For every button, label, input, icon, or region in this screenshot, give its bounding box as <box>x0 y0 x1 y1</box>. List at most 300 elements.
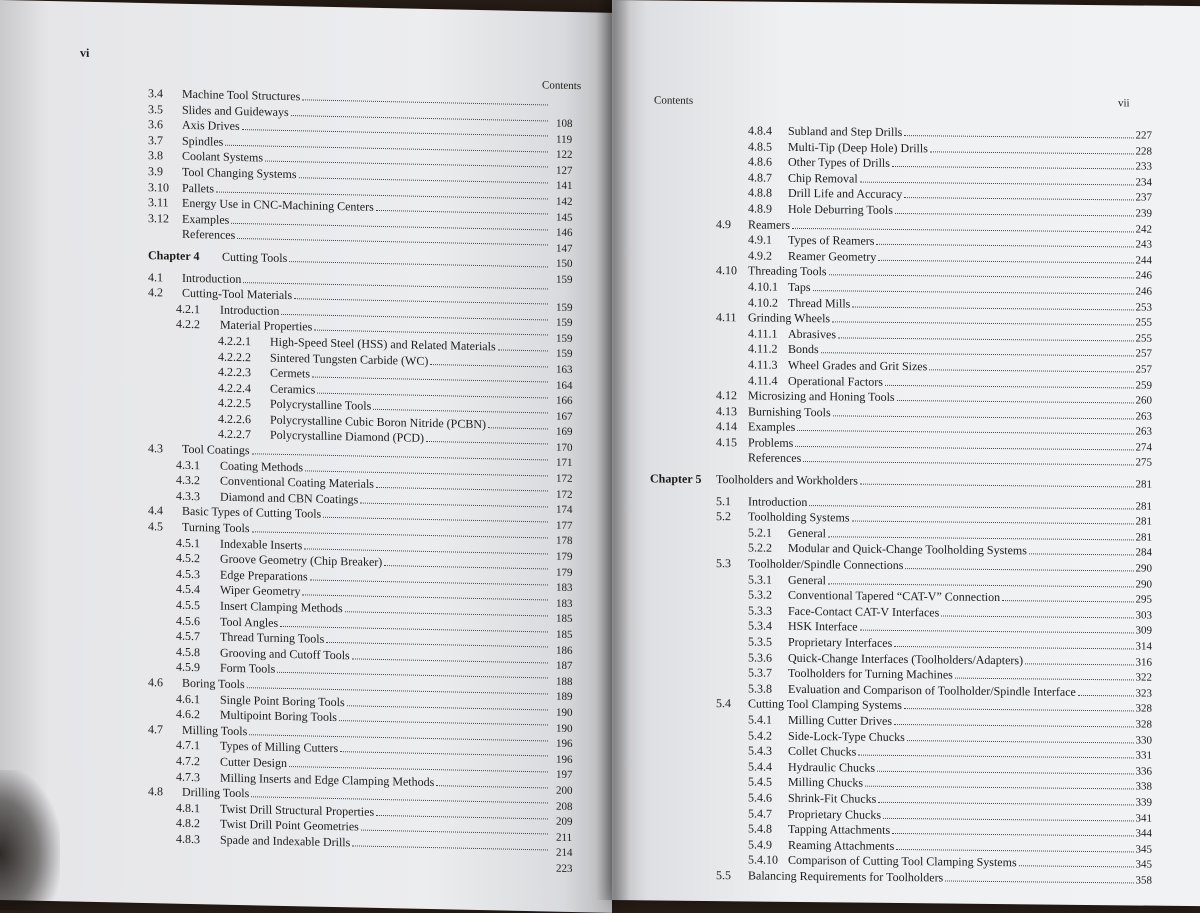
entry-title: Coating Methods <box>220 458 303 475</box>
dot-leader <box>813 290 1134 294</box>
page-number-column <box>556 117 573 878</box>
entry-title: Subland and Step Drills <box>788 124 902 141</box>
dot-leader <box>896 849 1133 852</box>
dot-leader <box>317 392 548 398</box>
entry-title: Types of Reamers <box>788 233 874 249</box>
entry-number: 4.1 <box>148 270 182 286</box>
dot-leader <box>878 260 1133 264</box>
entry-number: 4.9.1 <box>748 233 788 249</box>
entry-number: 4.8.6 <box>748 155 788 171</box>
dot-leader <box>852 306 1133 310</box>
entry-number: 4.2.2.6 <box>218 411 270 428</box>
dot-leader <box>904 708 1134 711</box>
entry-page: 255 <box>1136 331 1153 347</box>
entry-page: 179 <box>556 550 573 566</box>
dot-leader <box>376 815 548 820</box>
entry-title: Coolant Systems <box>182 149 263 166</box>
entry-page: 127 <box>556 163 573 179</box>
entry-number: 5.3.6 <box>748 650 788 666</box>
entry-title: Operational Factors <box>788 373 883 390</box>
entry-page: 281 <box>1136 478 1153 494</box>
entry-title: Drill Life and Accuracy <box>788 186 902 203</box>
entry-page: 243 <box>1136 238 1153 254</box>
entry-title: Introduction <box>748 494 807 510</box>
entry-number: 5.3.8 <box>748 681 788 697</box>
dot-leader <box>929 369 1133 372</box>
entry-page: 196 <box>556 752 573 768</box>
entry-title: Twist Drill Point Geometries <box>220 817 359 836</box>
entry-title: Machine Tool Structures <box>182 87 300 105</box>
page-number: vi <box>80 46 89 61</box>
toc-list <box>72 85 550 856</box>
entry-page: 323 <box>1136 686 1153 702</box>
dot-leader <box>904 197 1133 200</box>
dot-leader <box>323 517 548 523</box>
entry-title: Thread Turning Tools <box>220 630 324 648</box>
entry-number: 4.2.2.3 <box>218 365 270 382</box>
entry-page: 316 <box>1136 655 1153 671</box>
dot-leader <box>430 364 548 367</box>
entry-title: Chip Removal <box>788 171 858 187</box>
entry-title: Side-Lock-Type Chucks <box>788 728 905 745</box>
entry-title: Tool Changing Systems <box>182 165 297 183</box>
entry-page: 290 <box>1136 577 1153 593</box>
entry-number: 4.11 <box>716 310 748 326</box>
entry-number: 4.8 <box>148 784 182 800</box>
entry-number: 5.3.5 <box>748 634 788 650</box>
entry-title: Microsizing and Honing Tools <box>748 389 895 406</box>
entry-title: Problems <box>748 435 793 451</box>
entry-number: 4.5.8 <box>176 644 220 661</box>
dot-leader <box>1078 695 1134 697</box>
entry-title: Wiper Geometry <box>220 583 300 600</box>
dot-leader <box>1029 554 1134 556</box>
entry-page: 190 <box>556 706 573 722</box>
entry-page: 119 <box>556 132 573 148</box>
entry-number: 4.2.2.7 <box>218 427 270 444</box>
dot-leader <box>838 337 1134 341</box>
entry-number: 4.14 <box>716 419 748 435</box>
entry-title: Diamond and CBN Coatings <box>220 489 358 507</box>
entry-number: 5.4.7 <box>748 806 788 822</box>
entry-number: 4.10.2 <box>748 295 788 311</box>
entry-page: 145 <box>556 210 573 226</box>
entry-page: 345 <box>1136 858 1153 874</box>
entry-title: Examples <box>182 212 229 229</box>
entry-page: 242 <box>1136 222 1153 238</box>
dot-leader <box>795 446 1133 451</box>
entry-number: 5.4.2 <box>748 728 788 744</box>
dot-leader <box>384 565 548 569</box>
entry-title: High-Speed Steel (HSS) and Related Materials <box>270 335 496 355</box>
entry-page: 246 <box>1136 269 1153 285</box>
entry-number: 4.5.5 <box>176 598 220 615</box>
dot-leader <box>858 755 1133 759</box>
entry-number: 5.2.2 <box>748 541 788 557</box>
dot-leader <box>373 409 548 414</box>
entry-number: 5.4.1 <box>748 712 788 728</box>
entry-page: 159 <box>556 300 573 316</box>
entry-number: 4.7 <box>148 722 182 738</box>
dot-leader <box>860 630 1134 634</box>
entry-page: 150 <box>556 257 573 273</box>
entry-number: 4.8.4 <box>748 123 788 139</box>
entry-page: 197 <box>556 768 573 784</box>
entry-title: Single Point Boring Tools <box>220 692 345 710</box>
dot-leader <box>941 615 1133 618</box>
dot-leader <box>904 135 1133 138</box>
dot-leader <box>945 880 1133 883</box>
entry-number: 4.10.1 <box>748 279 788 295</box>
entry-page: 172 <box>556 487 573 503</box>
entry-page: 328 <box>1136 717 1153 733</box>
entry-title: Twist Drill Structural Properties <box>220 801 374 820</box>
entry-title: Toolholder/Spindle Connections <box>748 556 903 573</box>
entry-title: Proprietary Interfaces <box>788 635 892 652</box>
entry-page: 142 <box>556 195 573 211</box>
entry-title: Reamer Geometry <box>788 249 876 266</box>
entry-page: 338 <box>1136 780 1153 796</box>
entry-number: 4.6.2 <box>176 707 220 724</box>
entry-number: 4.11.2 <box>748 342 788 358</box>
entry-number: 4.6.1 <box>176 691 220 708</box>
entry-number: 5.3.7 <box>748 666 788 682</box>
entry-number: 5.2 <box>716 509 748 525</box>
entry-title: Collet Chucks <box>788 744 856 760</box>
entry-number: 5.3 <box>716 556 748 572</box>
entry-page: 178 <box>556 534 573 550</box>
entry-title: Conventional Coating Materials <box>220 474 374 493</box>
entry-page: 188 <box>556 674 573 690</box>
entry-title: Groove Geometry (Chip Breaker) <box>220 552 382 571</box>
entry-number: 5.3.3 <box>748 603 788 619</box>
entry-number: 4.8.8 <box>748 186 788 202</box>
entry-number: 4.5.1 <box>176 535 220 552</box>
entry-title: Bonds <box>788 342 819 358</box>
entry-page: 281 <box>1136 530 1153 546</box>
dot-leader <box>895 213 1134 216</box>
dot-leader <box>930 151 1134 154</box>
entry-title: Edge Preparations <box>220 567 308 584</box>
entry-title: Thread Mills <box>788 295 850 311</box>
entry-page: 187 <box>556 659 573 675</box>
dot-leader <box>498 349 548 351</box>
entry-page: 174 <box>556 503 573 519</box>
entry-page: 183 <box>556 596 573 612</box>
dot-leader <box>883 817 1134 821</box>
entry-title: Tool Coatings <box>182 442 250 459</box>
entry-title: Modular and Quick-Change Toolholding Systems <box>788 541 1027 559</box>
entry-page: 263 <box>1136 425 1153 441</box>
dot-leader <box>876 244 1133 248</box>
dot-leader <box>877 771 1134 775</box>
dot-leader <box>361 830 548 835</box>
entry-title: Examples <box>748 420 795 436</box>
dot-leader <box>833 415 1134 419</box>
entry-number: 4.5.3 <box>176 566 220 583</box>
entry-number: Chapter 4 <box>148 248 222 265</box>
entry-page: 341 <box>1136 811 1153 827</box>
entry-title: Spade and Indexable Drills <box>220 833 350 851</box>
entry-title: Polycrystalline Tools <box>270 397 371 415</box>
entry-number: 5.4.3 <box>748 744 788 760</box>
entry-page: 358 <box>1136 873 1153 889</box>
entry-number: 4.15 <box>716 435 748 451</box>
entry-title: Cutting Tools <box>222 250 287 267</box>
entry-number: 4.5.2 <box>176 551 220 568</box>
entry-title: Tapping Attachments <box>788 822 890 839</box>
entry-title: Multipoint Boring Tools <box>220 708 337 726</box>
entry-number: 3.11 <box>148 195 182 211</box>
dot-leader <box>352 845 548 850</box>
entry-page: 146 <box>556 226 573 242</box>
dot-leader <box>885 384 1134 388</box>
entry-title: Indexable Inserts <box>220 536 302 553</box>
entry-page: 223 <box>556 862 573 878</box>
entry-title: References <box>748 451 801 467</box>
entry-number: 4.2.1 <box>176 301 220 318</box>
entry-page: 309 <box>1136 624 1153 640</box>
entry-title: Polycrystalline Diamond (PCD) <box>270 428 424 447</box>
entry-number: 3.5 <box>148 102 182 118</box>
entry-number: 4.2 <box>148 285 182 301</box>
entry-page: 227 <box>1136 128 1153 144</box>
hand-shadow <box>0 770 60 910</box>
dot-leader <box>803 461 1133 465</box>
entry-page: 233 <box>1136 160 1153 176</box>
dot-leader <box>860 181 1134 185</box>
entry-title: Spindles <box>182 134 223 150</box>
entry-page: 122 <box>556 148 573 164</box>
entry-title: Balancing Requirements for Toolholders <box>748 868 943 886</box>
entry-number: 4.9.2 <box>748 248 788 264</box>
entry-number: 3.9 <box>148 164 182 180</box>
entry-page: 328 <box>1136 702 1153 718</box>
entry-title: Grinding Wheels <box>748 311 830 327</box>
entry-page: 179 <box>556 565 573 581</box>
entry-page: 259 <box>1136 378 1153 394</box>
entry-title: HSK Interface <box>788 619 858 635</box>
entry-title: Sintered Tungsten Carbide (WC) <box>270 350 428 369</box>
entry-number: 4.8.7 <box>748 170 788 186</box>
entry-title: General <box>788 526 826 542</box>
entry-number: 4.11.4 <box>748 373 788 389</box>
entry-page: 239 <box>1136 206 1153 222</box>
dot-leader <box>828 583 1134 587</box>
entry-page: 237 <box>1136 191 1153 207</box>
entry-number: 4.6 <box>148 675 182 691</box>
entry-title: Milling Tools <box>182 723 247 740</box>
entry-page: 255 <box>1136 316 1153 332</box>
entry-title: Turning Tools <box>182 520 250 537</box>
dot-leader <box>894 724 1134 728</box>
entry-number: 4.5.9 <box>176 660 220 677</box>
entry-title: Milling Cutter Drives <box>788 713 892 730</box>
entry-number <box>148 237 182 238</box>
entry-title: Abrasives <box>788 327 836 343</box>
entry-page: 208 <box>556 799 573 815</box>
entry-page: 108 <box>556 117 573 133</box>
entry-title: Material Properties <box>220 318 312 336</box>
dot-leader <box>302 595 548 601</box>
entry-title: Polycrystalline Cubic Boron Nitride (PCBN) <box>270 413 486 433</box>
dot-leader <box>897 400 1134 403</box>
entry-page: 172 <box>556 472 573 488</box>
dot-leader <box>305 470 548 476</box>
entry-page: 345 <box>1136 842 1153 858</box>
dot-leader <box>878 802 1133 806</box>
entry-title: Introduction <box>182 270 241 287</box>
entry-number: 4.7.1 <box>176 738 220 755</box>
entry-number: 3.10 <box>148 180 182 196</box>
entry-page: 330 <box>1136 733 1153 749</box>
entry-number: 4.5 <box>148 519 182 535</box>
entry-page: 163 <box>556 363 573 379</box>
entry-number: 4.2.2.2 <box>218 349 270 366</box>
entry-page: 257 <box>1136 362 1153 378</box>
dot-leader <box>821 352 1134 356</box>
entry-page: 257 <box>1136 347 1153 363</box>
entry-page: 314 <box>1136 639 1153 655</box>
entry-page: 186 <box>556 643 573 659</box>
entry-title: Other Types of Drills <box>788 155 890 172</box>
entry-title: Face-Contact CAT-V Interfaces <box>788 604 939 621</box>
entry-page: 281 <box>1136 499 1153 515</box>
entry-number: Chapter 5 <box>650 471 716 487</box>
entry-page: 214 <box>556 846 573 862</box>
entry-number: 4.11.1 <box>748 326 788 342</box>
dot-leader <box>304 548 548 554</box>
entry-title: Tool Angles <box>220 614 278 631</box>
dot-leader <box>314 330 548 336</box>
entry-page: 164 <box>556 378 573 394</box>
entry-number: 3.7 <box>148 133 182 149</box>
entry-title: Basic Types of Cutting Tools <box>182 504 321 523</box>
entry-page: 274 <box>1136 440 1153 456</box>
entry-page: 303 <box>1136 608 1153 624</box>
entry-page: 196 <box>556 737 573 753</box>
dot-leader <box>829 275 1134 279</box>
entry-title: Cutter Design <box>220 755 287 772</box>
entry-title: Milling Inserts and Edge Clamping Methods <box>220 770 434 790</box>
entry-number: 4.8.2 <box>176 816 220 833</box>
entry-title: Ceramics <box>270 381 315 398</box>
entry-number: 4.3.3 <box>176 489 220 506</box>
entry-number: 4.2.2.5 <box>218 396 270 413</box>
dot-leader <box>352 658 548 663</box>
entry-page: 177 <box>556 518 573 534</box>
entry-number: 3.8 <box>148 148 182 164</box>
entry-page: 170 <box>556 441 573 457</box>
entry-page: 211 <box>556 830 573 846</box>
dot-leader <box>294 298 548 304</box>
page-number: vii <box>1118 97 1130 109</box>
entry-page: 339 <box>1136 795 1153 811</box>
entry-title: Grooving and Cutoff Tools <box>220 645 350 663</box>
entry-title: Reamers <box>748 217 790 233</box>
dot-leader <box>1002 600 1133 602</box>
entry-title: Evaluation and Comparison of Toolholder/Spindle Interface <box>788 682 1076 701</box>
dot-leader <box>1019 866 1134 868</box>
dot-leader <box>302 99 548 105</box>
right-page <box>612 0 1200 906</box>
dot-leader <box>436 785 548 788</box>
dot-leader <box>905 568 1133 571</box>
entry-title: Milling Chucks <box>788 775 863 791</box>
entry-title: Hole Deburring Tools <box>788 202 893 219</box>
entry-title: Hydraulic Chucks <box>788 760 875 777</box>
dot-leader <box>1025 663 1133 665</box>
entry-title: Axis Drives <box>182 118 240 135</box>
entry-page: 166 <box>556 394 573 410</box>
dot-leader <box>289 261 548 267</box>
dot-leader <box>832 321 1133 325</box>
entry-number: 4.8.9 <box>748 201 788 217</box>
dot-leader <box>299 177 549 183</box>
dot-leader <box>865 786 1133 790</box>
entry-number: 5.1 <box>716 494 748 510</box>
entry-page: 159 <box>556 331 573 347</box>
dot-leader <box>310 579 548 585</box>
entry-page: 284 <box>1136 546 1153 562</box>
toc-list <box>650 122 1152 888</box>
entry-number: 5.4.9 <box>748 837 788 853</box>
dot-leader <box>345 611 548 616</box>
entry-number: 4.3.1 <box>176 457 220 474</box>
entry-number: 4.4 <box>148 504 182 520</box>
dot-leader <box>852 521 1134 525</box>
entry-title: Quick-Change Interfaces (Toolholders/Adapters) <box>788 650 1023 668</box>
entry-title: Toolholders and Workholders <box>716 472 858 489</box>
entry-title: Introduction <box>220 302 279 319</box>
entry-page: 141 <box>556 179 573 195</box>
entry-title: Insert Clamping Methods <box>220 599 343 617</box>
entry-title: Shrink-Fit Chucks <box>788 791 876 808</box>
entry-title: Drilling Tools <box>182 785 249 802</box>
entry-title: Pallets <box>182 180 214 196</box>
entry-title: Cutting Tool Clamping Systems <box>748 697 902 714</box>
dot-leader <box>860 484 1134 488</box>
dot-leader <box>426 441 548 445</box>
entry-title: Threading Tools <box>748 264 827 280</box>
entry-page: 260 <box>1136 394 1153 410</box>
entry-number: 5.3.2 <box>748 588 788 604</box>
entry-number: 5.5 <box>716 868 748 884</box>
entry-number: 3.6 <box>148 117 182 133</box>
entry-number: 4.8.1 <box>176 800 220 817</box>
entry-page: 171 <box>556 456 573 472</box>
entry-number: 4.12 <box>716 388 748 404</box>
chapter-entry <box>72 246 550 272</box>
dot-leader <box>488 427 548 429</box>
entry-number: 5.4.8 <box>748 822 788 838</box>
running-head: Contents <box>654 94 693 106</box>
entry-title: Cermets <box>270 366 310 382</box>
dot-leader <box>792 227 1134 232</box>
entry-page: 183 <box>556 581 573 597</box>
dot-leader <box>360 502 548 507</box>
entry-title: Toolholding Systems <box>748 510 850 527</box>
entry-number: 4.5.6 <box>176 613 220 630</box>
dot-leader <box>907 740 1134 743</box>
entry-page: 263 <box>1136 409 1153 425</box>
entry-number: 5.4.5 <box>748 775 788 791</box>
dot-leader <box>339 720 548 725</box>
entry-title: Toolholders for Turning Machines <box>788 666 953 683</box>
entry-title: Form Tools <box>220 661 275 678</box>
dot-leader <box>894 646 1133 650</box>
dot-leader <box>312 377 548 383</box>
